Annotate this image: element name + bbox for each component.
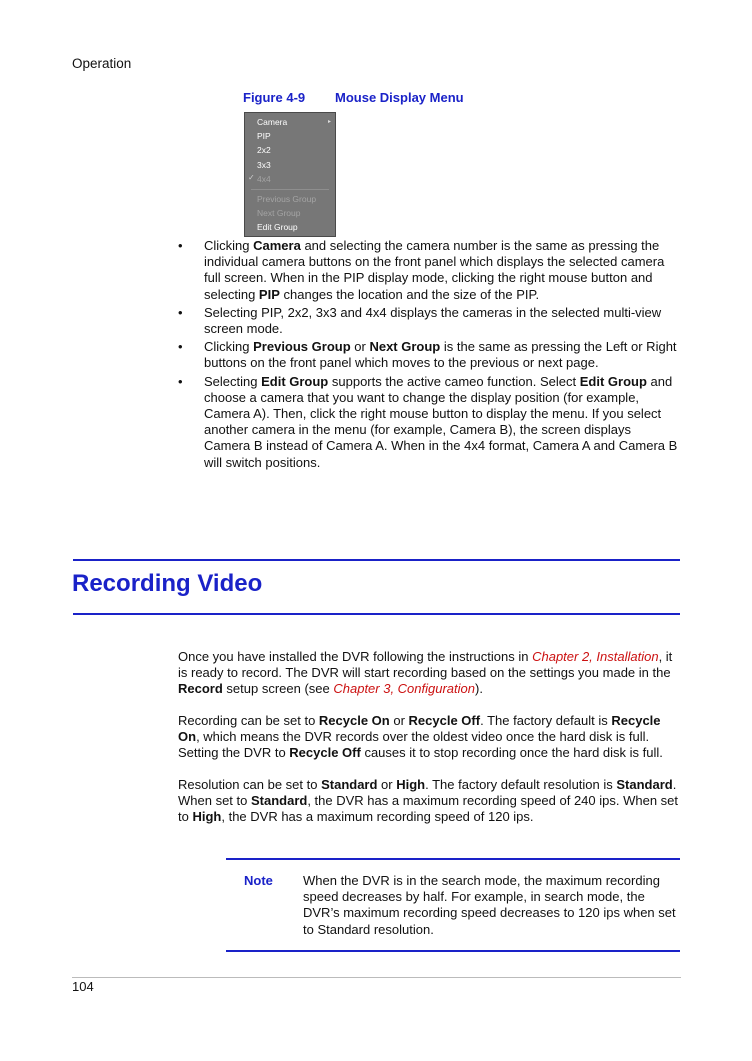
paragraph-intro: Once you have installed the DVR following the instructions in Chapter 2, Installation, it is ready to record. The DVR will start recording based on the settings you made in the Record setup screen (see Chapter 3, Configuration). [178,649,673,697]
menu-item-next-group: Next Group [257,208,301,218]
submenu-arrow-icon: ▸ [327,119,331,125]
menu-item-3x3: 3x3 [257,160,271,170]
chapter-3-link[interactable]: Chapter 3, Configuration [333,681,476,697]
note-text: When the DVR is in the search mode, the maximum recording speed decreases by half. For example, in search mode, the DVR’s maximum recording speed decreases to 120 ips when set to Standard resolution. [303,873,676,937]
menu-item-4x4: 4x4 [257,174,271,184]
bullet-edit-group: • Selecting Edit Group supports the active cameo function. Select Edit Group and choose a camera that you want to change the display position (for example, Camera A). Then, click the right mouse button to display the menu. If you select another camera in the menu (for example, Camera B), the screen displays Camera B instead of Camera A. When in the 4x4 format, Camera A and Camera B will switch positions. [178,374,678,471]
mouse-display-menu [244,112,336,237]
bullet-multiview: • Selecting PIP, 2x2, 3x3 and 4x4 displays the cameras in the selected multi-view screen mode. [178,305,678,337]
menu-item-pip: PIP [257,131,271,141]
section-rule-bottom [73,613,680,615]
menu-item-edit-group: Edit Group [257,222,298,232]
bullet-camera: • Clicking Camera and selecting the camera number is the same as pressing the individual camera buttons on the front panel which displays the selected camera full screen. When in the PIP display mode, clicking the right mouse button and selecting PIP changes the location and the size of the PIP. [178,238,678,303]
paragraph-recycle: Recording can be set to Recycle On or Recycle Off. The factory default is Recycle On, which means the DVR records over the oldest video once the hard disk is full. Setting the DVR to Recycle Off causes it to stop recording once the hard disk is full. [178,713,663,761]
note-rule-bottom [226,950,680,952]
running-header: Operation [72,56,132,71]
menu-item-previous-group: Previous Group [257,194,317,204]
section-rule-top [73,559,680,561]
menu-item-2x2: 2x2 [257,145,271,155]
bullet-list [178,238,678,473]
section-title: Recording Video [72,570,263,597]
menu-separator [251,189,329,190]
paragraph-resolution: Resolution can be set to Standard or High. The factory default resolution is Standard. When set to Standard, the DVR has a maximum recording speed of 240 ips. When set to High, the DVR has a maximum recording speed of 120 ips. [178,777,679,825]
figure-title: Mouse Display Menu [335,90,464,105]
figure-number: Figure 4-9 [243,90,306,105]
bullet-group-navigation: • Clicking Previous Group or Next Group is the same as pressing the Left or Right buttons on the front panel which moves to the previous or next page. [178,339,678,371]
checkmark-icon: ✓ [248,173,255,182]
note-label: Note [244,873,273,888]
footer-rule [72,977,681,978]
note-rule-top [226,858,680,860]
chapter-2-link[interactable]: Chapter 2, Installation [532,649,659,664]
menu-item-camera: Camera [257,117,288,127]
page-number: 104 [72,979,94,994]
